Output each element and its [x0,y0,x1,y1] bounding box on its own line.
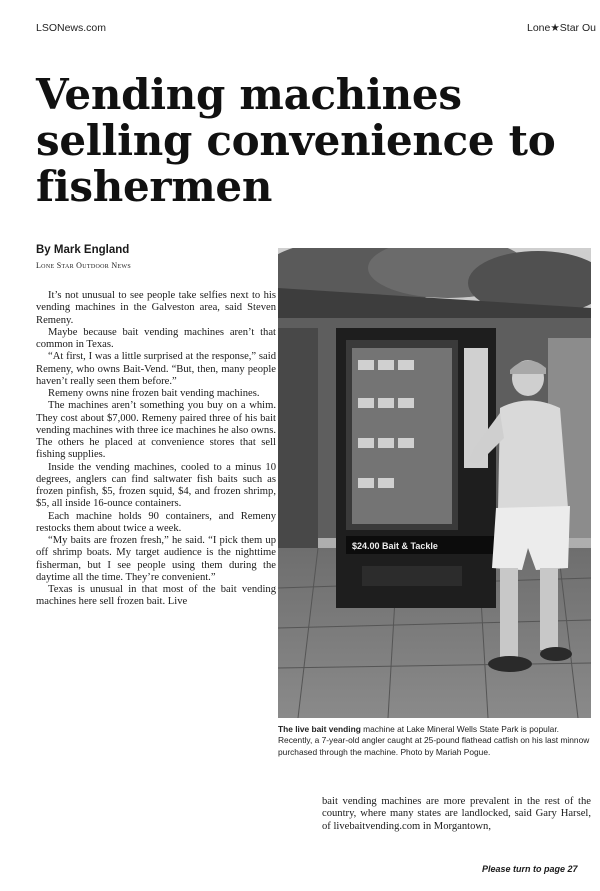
article-column-2 [322,796,591,833]
vending-machine-photo [278,248,591,718]
photo-caption [278,724,591,758]
paragraph: Maybe because bait vending machines aren’t that common in Texas. [36,326,276,350]
caption-lead: The live bait vending [278,724,361,734]
caption-text: machine at Lake Mineral Wells State Park is popular. Recently, a 7-year-old angler caught at 25-pound flathead catfish on his last minnow purchased through the machine. Photo by Mariah Pogue. [278,724,590,757]
publication-name: Lone★Star Ou [527,22,596,34]
site-name: LSONews.com [36,22,107,34]
paragraph: Texas is unusual in that most of the bait vending machines here sell frozen bait. Live [36,584,276,608]
paragraph: It’s not unusual to see people take selfies next to his vending machines in the Galveston area, said Steven Remeny. [36,290,276,326]
article-column-1 [36,290,276,609]
continuation-note: Please turn to page 27 [482,864,578,874]
affiliation: Lone Star Outdoor News [36,261,132,270]
paragraph: Each machine holds 90 containers, and Remeny restocks them about twice a week. [36,510,276,534]
paragraph: bait vending machines are more prevalent in the rest of the country, where many states are landlocked, said Gary Harsel, of livebaitvending.com in Morgantown, [322,796,591,832]
paragraph: Remeny owns nine frozen bait vending machines. [48,388,260,399]
machine-sign: $24.00 Bait & Tackle [352,541,438,551]
paragraph: “At first, I was a little surprised at the response,” said Remeny, who owns Bait-Vend. “But, then, many people haven’t really seen them before.” [36,351,276,387]
paragraph: Inside the vending machines, cooled to a minus 10 degrees, anglers can find saltwater fish baits such as frozen pinfish, $5, frozen squid, $4, and frozen shrimp, $5, all inside 16-ounce containers. [36,461,276,510]
paragraph: The machines aren’t something you buy on a whim. They cost about $7,000. Remeny paired three of his bait vending machines with three ice machines he also owns. The others he placed at convenience stores that sell fishing supplies. [36,400,276,461]
byline: By Mark England [36,244,130,256]
article-photo [278,248,591,718]
paragraph: “My baits are frozen fresh,” he said. “I pick them up off shrimp boats. My target audience is the nighttime fisherman, but I see people using them during the daytime all the time. They’re convenient.” [36,535,276,583]
headline: Vending machines selling convenience to fishermen [36,70,556,211]
